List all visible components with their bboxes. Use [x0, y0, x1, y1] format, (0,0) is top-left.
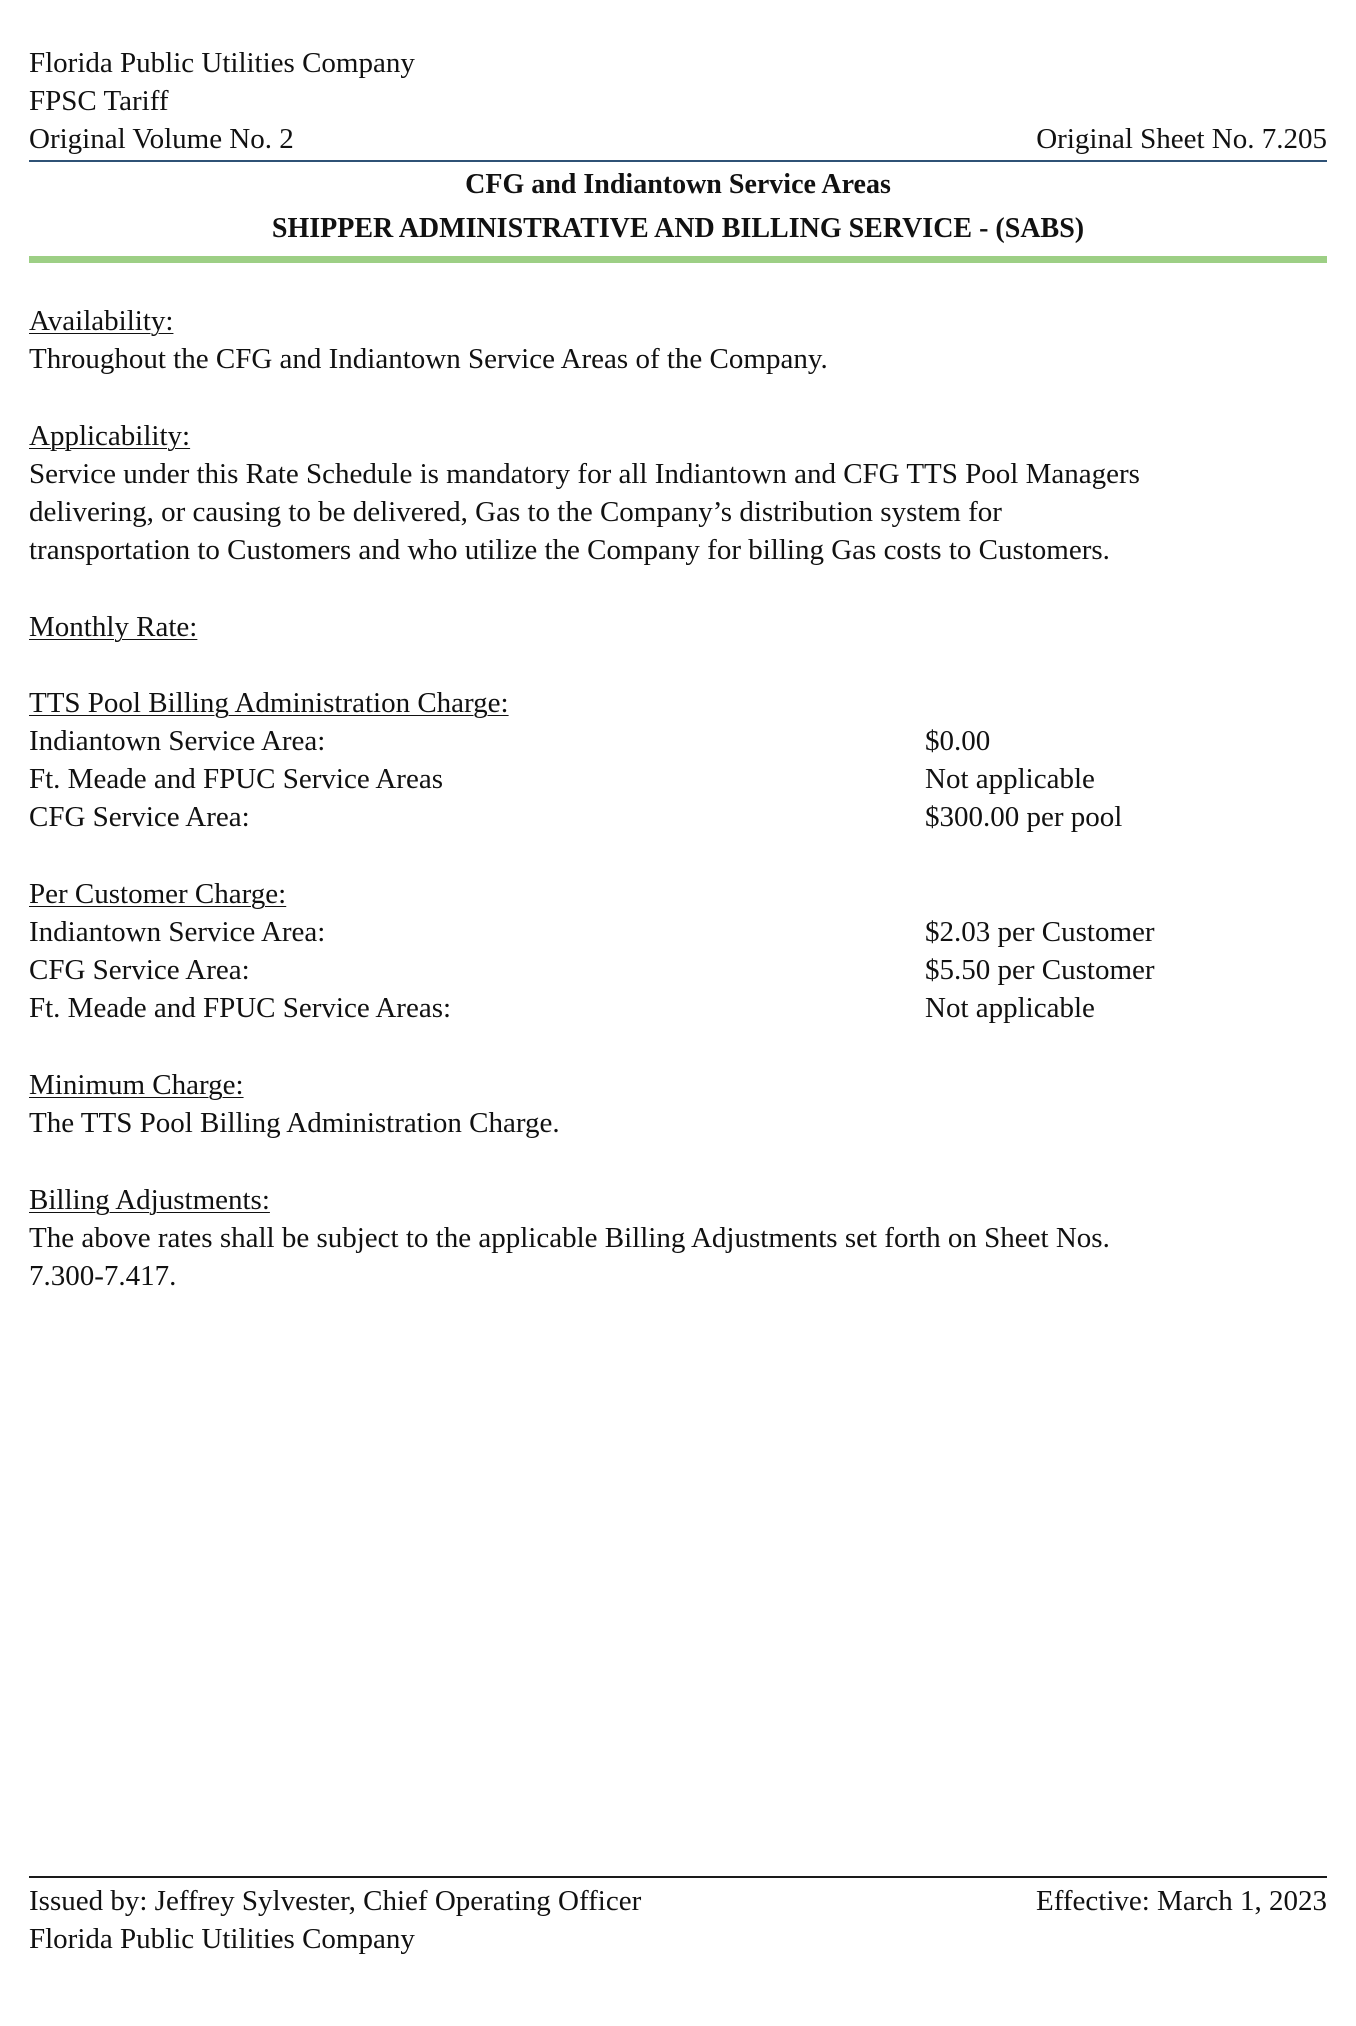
applicability-line: transportation to Customers and who utilize the Company for billing Gas costs to Customers. — [29, 534, 1110, 566]
title-schedule-name: SHIPPER ADMINISTRATIVE AND BILLING SERVICE - (SABS) — [271, 213, 1085, 244]
header-sheet-number: Original Sheet No. 7.205 — [1036, 123, 1327, 155]
customer-charge-label: Indiantown Service Area: — [29, 916, 326, 948]
billing-adjustments-heading: Billing Adjustments: — [29, 1184, 270, 1216]
billing-adjustments-text — [29, 1219, 1329, 1295]
customer-charge-label: CFG Service Area: — [29, 954, 250, 986]
pool-charge-label: Indiantown Service Area: — [29, 725, 326, 757]
availability-heading: Availability: — [29, 305, 174, 337]
header-company: Florida Public Utilities Company — [29, 47, 415, 79]
header-tariff: FPSC Tariff — [29, 85, 169, 117]
customer-charge-label: Ft. Meade and FPUC Service Areas: — [29, 992, 452, 1024]
pool-charge-value: $300.00 per pool — [925, 801, 1123, 833]
customer-charge-value: Not applicable — [925, 992, 1095, 1024]
header-volume: Original Volume No. 2 — [29, 123, 294, 155]
customer-charge-value: $2.03 per Customer — [925, 916, 1155, 948]
title-service-areas: CFG and Indiantown Service Areas — [465, 169, 891, 200]
billing-adjustments-line: 7.300-7.417. — [29, 1260, 177, 1292]
minimum-charge-text: The TTS Pool Billing Administration Charge. — [29, 1107, 560, 1139]
applicability-line: Service under this Rate Schedule is mandatory for all Indiantown and CFG TTS Pool Managers — [29, 458, 1140, 490]
customer-charge-heading: Per Customer Charge: — [29, 878, 287, 910]
monthly-rate-heading: Monthly Rate: — [29, 611, 198, 643]
applicability-line: delivering, or causing to be delivered, Gas to the Company’s distribution system for — [29, 496, 1002, 528]
minimum-charge-heading: Minimum Charge: — [29, 1069, 244, 1101]
availability-text: Throughout the CFG and Indiantown Service Areas of the Company. — [29, 343, 828, 375]
applicability-heading: Applicability: — [29, 420, 191, 452]
applicability-text — [29, 455, 1329, 569]
footer-company: Florida Public Utilities Company — [29, 1923, 415, 1955]
pool-charge-heading: TTS Pool Billing Administration Charge: — [29, 687, 509, 719]
footer-issued-by: Issued by: Jeffrey Sylvester, Chief Operating Officer — [29, 1885, 642, 1917]
pool-charge-label: CFG Service Area: — [29, 801, 250, 833]
billing-adjustments-line: The above rates shall be subject to the applicable Billing Adjustments set forth on Sheet Nos. — [29, 1222, 1110, 1254]
pool-charge-value: Not applicable — [925, 763, 1095, 795]
customer-charge-value: $5.50 per Customer — [925, 954, 1155, 986]
header-rule — [29, 160, 1327, 162]
footer-effective-date: Effective: March 1, 2023 — [1036, 1885, 1327, 1917]
title-rule — [29, 256, 1327, 263]
footer-rule — [29, 1876, 1327, 1878]
pool-charge-value: $0.00 — [925, 725, 991, 757]
pool-charge-label: Ft. Meade and FPUC Service Areas — [29, 763, 443, 795]
